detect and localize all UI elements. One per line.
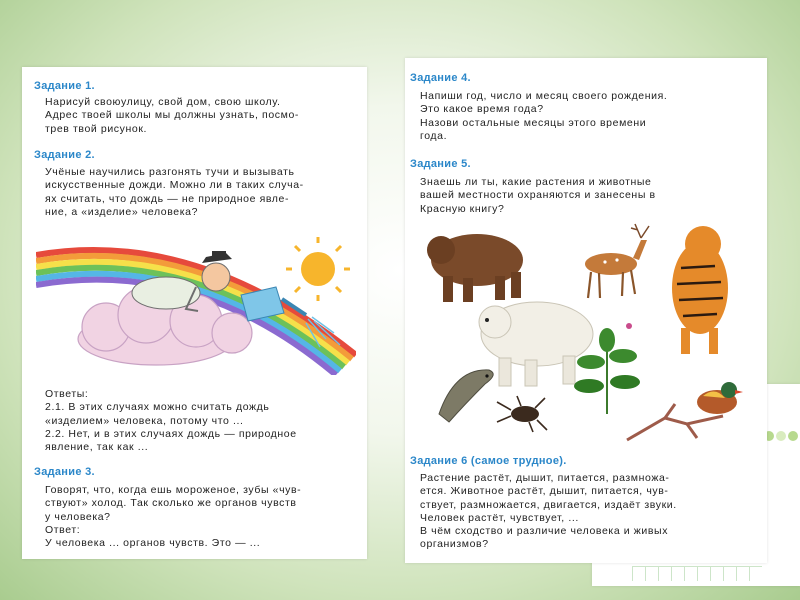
task-5-text [420, 176, 656, 216]
task-6-text [420, 472, 677, 552]
mandarin-duck-icon [697, 382, 743, 414]
text-line: Красную книгу? [420, 202, 505, 215]
task-1-title: Задание 1. [34, 80, 95, 92]
task-3-text [45, 484, 301, 550]
text-line: Ответ: [45, 523, 81, 536]
deer-icon [585, 224, 649, 298]
text-line: Нарисуй своюулицу, свой дом, свою школу. [45, 96, 281, 108]
text-line: Назови остальные месяцы этого времени [420, 116, 647, 129]
text-line: 2.2. Нет, и в этих случаях дождь — природное [45, 427, 297, 440]
polar-bear-icon [479, 302, 593, 386]
text-line: В чём сходство и различие человека и живых [420, 525, 669, 538]
text-line: года. [420, 129, 448, 142]
text-line: Адрес твоей школы мы должны узнать, посмо- [45, 109, 299, 122]
task-2-title: Задание 2. [34, 149, 95, 161]
text-line: ях считать, что дождь — не природное явле- [45, 192, 290, 205]
text-line: ние, а «изделие» человека? [45, 205, 199, 218]
text-line: Напиши год, число и месяц своего рождения. [420, 90, 668, 102]
text-line: Знаешь ли ты, какие растения и животные [420, 176, 652, 188]
text-line: Это какое время года? [420, 103, 544, 116]
text-line: Растение растёт, дышит, питается, размножа- [420, 472, 670, 484]
animals-illustration [425, 218, 755, 450]
decorative-dots [764, 428, 800, 446]
tiger-icon [672, 226, 728, 354]
answers-text [45, 388, 297, 454]
text-line: Учёные научились разгонять тучи и вызывать [45, 166, 295, 178]
text-line: явление, так как ... [45, 441, 149, 454]
text-line: У человека ... органов чувств. Это — ... [45, 537, 261, 550]
left-textbook-page [22, 67, 367, 559]
seal-icon [439, 370, 493, 422]
task-4-text [420, 90, 667, 143]
sun-icon [286, 237, 350, 301]
text-line: ется. Животное растёт, дышит, питается, чув- [420, 485, 669, 498]
text-line: Говорят, что, когда ешь мороженое, зубы «чув- [45, 484, 302, 496]
task-4-title: Задание 4. [410, 72, 471, 84]
right-textbook-page [405, 58, 767, 563]
text-line: ствуют» холод. Так сколько же органов чувств [45, 497, 297, 510]
text-line: трев твой рисунок. [45, 122, 148, 135]
text-line: Человек растёт, чувствует, ... [420, 511, 579, 524]
text-line: искусственные дожди. Можно ли в таких случа- [45, 179, 304, 192]
text-line: у человека? [45, 510, 111, 523]
task-3-title: Задание 3. [34, 466, 95, 478]
scientist-cloud-illustration [36, 235, 356, 375]
text-line: организмов? [420, 538, 489, 551]
decorative-grid [632, 566, 762, 581]
text-line: Ответы: [45, 388, 89, 400]
task-2-text [45, 166, 304, 219]
text-line: 2.1. В этих случаях можно считать дождь [45, 401, 270, 414]
text-line: ствует, размножается, двигается, издаёт звуки. [420, 498, 677, 511]
task-1-text [45, 96, 299, 136]
brown-bear-icon [427, 234, 523, 302]
text-line: «изделием» человека, потому что ... [45, 414, 244, 427]
task-6-title: Задание 6 (самое трудное). [410, 455, 567, 467]
task-5-title: Задание 5. [410, 158, 471, 170]
stag-beetle-icon [497, 396, 547, 432]
text-line: вашей местности охраняются и занесены в [420, 189, 656, 202]
